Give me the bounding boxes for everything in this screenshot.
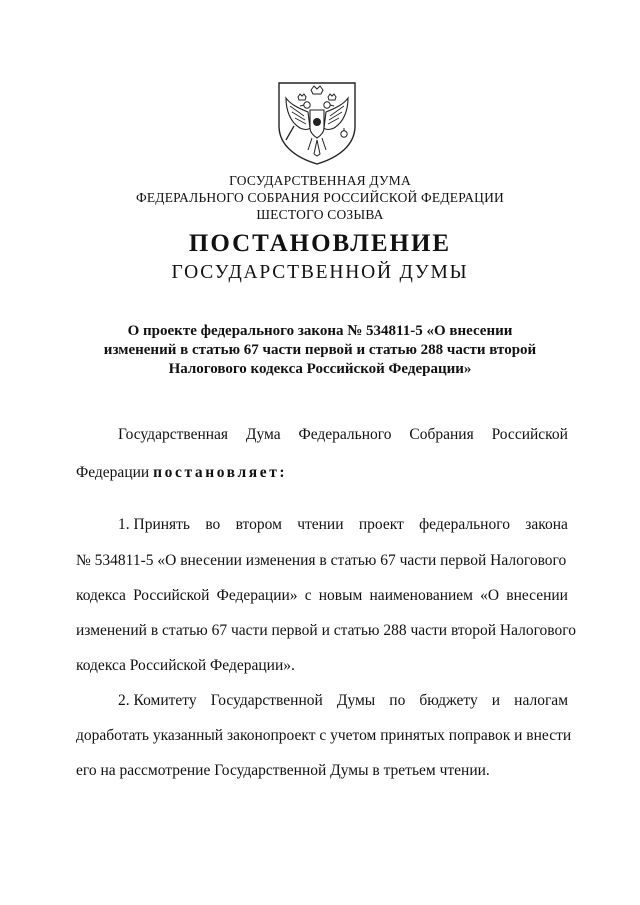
item2-word: Государственной: [210, 692, 323, 709]
preamble-line-2: [76, 464, 568, 482]
item2-word: Думы: [336, 692, 376, 709]
header-line-assembly: ФЕДЕРАЛЬНОГО СОБРАНИЯ РОССИЙСКОЙ ФЕДЕРАЦИИ: [136, 190, 504, 205]
item1-word: федерального: [419, 516, 510, 533]
item1-line-2: № 534811-5 «О внесении изменения в статью 67 части первой Налогового: [76, 552, 567, 569]
item2-word: 2. Комитету: [118, 692, 197, 709]
item1-word: кодекса: [76, 587, 126, 604]
item2-word: и: [491, 692, 501, 709]
coat-of-arms-icon: [274, 80, 360, 166]
item1-word: наименованием: [369, 587, 473, 604]
item1-word: чтении: [297, 516, 344, 533]
header-line-duma: ГОСУДАРСТВЕННАЯ ДУМА: [229, 173, 411, 188]
preamble-word: Российской: [491, 426, 568, 443]
item1-word: втором: [235, 516, 282, 533]
item1-word: 1. Принять: [118, 516, 191, 533]
item1-line-1: [118, 516, 568, 534]
item1-line-5: кодекса Российской Федерации».: [76, 657, 295, 674]
item1-word: Российской: [133, 587, 210, 604]
item1-line-4: изменений в статью 67 части первой и статью 288 части второй Налогового: [76, 622, 576, 639]
item1-word: «О: [480, 587, 500, 604]
item1-word: во: [205, 516, 221, 533]
preamble-word: Собрания: [409, 426, 474, 443]
item2-word: бюджету: [419, 692, 478, 709]
item2-line-2: доработать указанный законопроект с учетом принятых поправок и внести: [76, 727, 572, 744]
item1-word: с: [304, 587, 312, 604]
subject-line-2: изменений в статью 67 части первой и статью 288 части второй: [103, 342, 537, 358]
item1-word: проект: [358, 516, 404, 533]
header-line-convocation: ШЕСТОГО СОЗЫВА: [256, 207, 384, 222]
preamble-word: Государственная: [118, 426, 229, 443]
subject-line-3: Налогового кодекса Российской Федерации»: [168, 361, 472, 377]
item1-word: закона: [525, 516, 568, 533]
item1-line-3: [76, 587, 568, 605]
preamble-word: Дума: [245, 426, 281, 443]
item1-word: внесении: [506, 587, 568, 604]
preamble-line-1: [118, 426, 568, 444]
item2-line-3: его на рассмотрение Государственной Думы в третьем чтении.: [76, 762, 490, 779]
preamble-verb: постановляет:: [153, 464, 288, 481]
document-title: ПОСТАНОВЛЕНИЕ: [188, 230, 452, 257]
item2-line-1: [118, 692, 568, 710]
preamble-line-2-start: Федерации: [76, 464, 150, 481]
subject-line-1: О проекте федерального закона № 534811-5 «О внесении: [127, 323, 513, 339]
preamble-word: Федерального: [298, 426, 392, 443]
item1-word: новым: [318, 587, 363, 604]
item1-word: Федерации»: [216, 587, 298, 604]
item2-word: налогам: [514, 692, 568, 709]
document-subtitle: ГОСУДАРСТВЕННОЙ ДУМЫ: [171, 262, 469, 283]
item2-word: по: [389, 692, 406, 709]
